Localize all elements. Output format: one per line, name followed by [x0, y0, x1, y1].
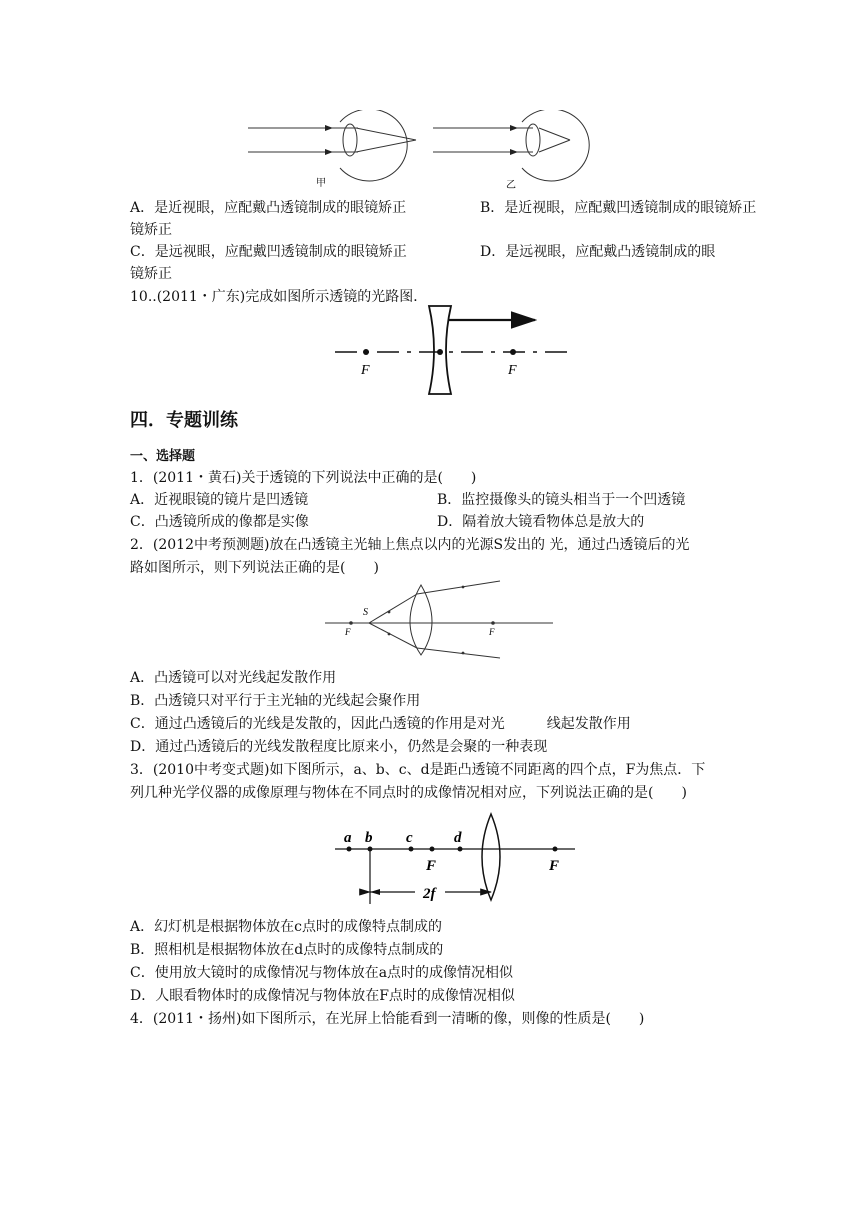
f-label-left: F — [345, 627, 351, 637]
focus-label-left: F — [426, 858, 437, 874]
q3-stem-line2: 列几种光学仪器的成像原理与物体在不同点时的成像情况相对应，下列说法正确的是( ) — [130, 785, 687, 801]
eye-label-jia: 甲 — [316, 178, 326, 189]
f-label-right: F — [508, 363, 517, 378]
q1-option-c: C．凸透镜所成的像都是实像 — [130, 514, 309, 530]
section-subtitle: 一、选择题 — [130, 449, 196, 464]
point-c-label: c — [406, 830, 413, 846]
q1-option-a: A．近视眼镜的镜片是凹透镜 — [130, 492, 309, 508]
focus-label-right: F — [549, 858, 560, 874]
q2-option-a: A．凸透镜可以对光线起发散作用 — [130, 670, 337, 686]
q2-stem-line2: 路如图所示，则下列说法正确的是( ) — [130, 560, 379, 576]
q1-stem: 1．(2011・黄石)关于透镜的下列说法中正确的是( ) — [130, 470, 477, 486]
q9-option-b: B．是近视眼，应配戴凹透镜制成的眼镜矫正 — [480, 200, 757, 216]
point-b-label: b — [365, 830, 373, 846]
eye-jia — [248, 110, 416, 181]
q3-option-a: A．幻灯机是根据物体放在c点时的成像特点制成的 — [130, 919, 442, 935]
q4-stem: 4．(2011・扬州)如下图所示，在光屏上恰能看到一清晰的像，则像的性质是( ) — [130, 1011, 645, 1027]
q3-option-d: D．人眼看物体时的成像情况与物体放在F点时的成像情况相似 — [130, 988, 515, 1004]
eye-diagram — [240, 110, 620, 195]
q1-option-b: B．监控摄像头的镜头相当于一个凹透镜 — [437, 492, 686, 508]
points-lens-diagram — [335, 812, 585, 908]
two-f-label: 2f — [423, 886, 436, 902]
f-label-left: F — [361, 363, 370, 378]
q9-option-d: D．是远视眼，应配戴凸透镜制成的眼 — [480, 244, 716, 260]
q10-stem: 10..(2011・广东)完成如图所示透镜的光路图． — [130, 289, 428, 305]
f-label-right: F — [489, 627, 495, 637]
q9-option-a-cont: 镜矫正 — [130, 222, 172, 238]
q2-stem-line1: 2．(2012中考预测题)放在凸透镜主光轴上焦点以内的光源S发出的 光，通过凸透镜后的光 — [130, 537, 690, 553]
point-d-label: d — [454, 830, 462, 846]
point-a-label: a — [344, 830, 352, 846]
source-label: S — [363, 607, 368, 618]
q3-option-c: C．使用放大镜时的成像情况与物体放在a点时的成像情况相似 — [130, 965, 514, 981]
q9-option-a: A．是近视眼，应配戴凸透镜制成的眼镜矫正 — [130, 200, 407, 216]
q9-option-c-cont: 镜矫正 — [130, 266, 172, 282]
q2-option-d: D．通过凸透镜后的光线发散程度比原来小，仍然是会聚的一种表现 — [130, 739, 548, 755]
q1-option-d: D．隔着放大镜看物体总是放大的 — [437, 514, 645, 530]
eye-label-yi: 乙 — [506, 180, 516, 191]
eye-yi — [433, 110, 589, 181]
section-title: 四．专题训练 — [130, 410, 238, 431]
q3-option-b: B．照相机是根据物体放在d点时的成像特点制成的 — [130, 942, 444, 958]
q9-option-c: C．是远视眼，应配戴凹透镜制成的眼镜矫正 — [130, 244, 407, 260]
q3-stem-line1: 3．(2010中考变式题)如下图所示，a、b、c、d是距凸透镜不同距离的四个点，F为焦点．下 — [130, 762, 706, 778]
concave-lens-diagram — [335, 304, 575, 396]
q2-option-c: C．通过凸透镜后的光线是发散的，因此凸透镜的作用是对光 线起发散作用 — [130, 716, 631, 732]
q2-option-b: B．凸透镜只对平行于主光轴的光线起会聚作用 — [130, 693, 421, 709]
convex-lens-source-diagram — [325, 580, 555, 662]
